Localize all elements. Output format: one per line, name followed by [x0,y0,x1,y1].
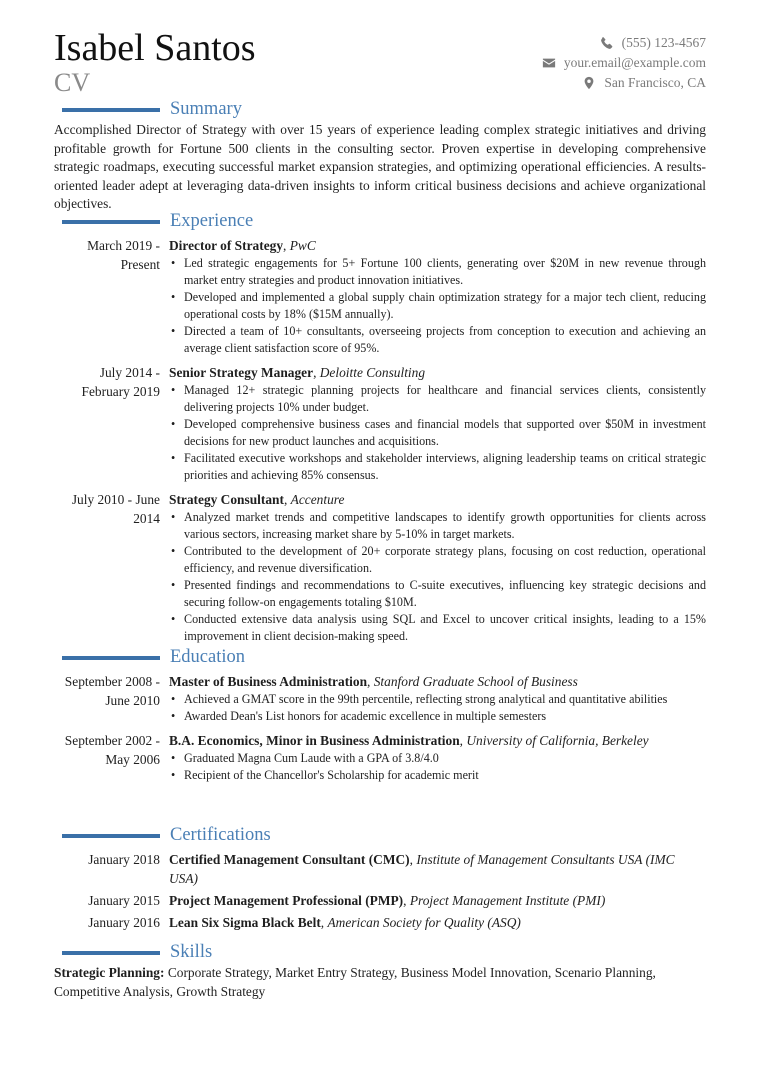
bullet-item: • Contributed to the development of 20+ corporate strategy plans, focusing on cost reduction, operational efficiency, and revenue diversification. [169,543,706,577]
bullet-item: • Developed and implemented a global supply chain optimization strategy for a major tech client, reducing operational costs by 18% ($15M annually). [169,289,706,323]
experience-header [54,210,706,232]
section-title: Education [170,647,246,667]
entry-heading: Certified Management Consultant (CMC), Institute of Management Consultants USA (IMC USA) [169,852,675,886]
section-accent-bar [62,656,160,660]
skills-category: Strategic Planning: [54,965,165,980]
contact-phone [542,34,706,52]
skills-list: Corporate Strategy, Market Entry Strategy, Business Model Innovation, Scenario Planning, Competitive Analysis, Growth Strategy [54,965,656,999]
entry-body [169,363,706,484]
bullet-item: • Presented findings and recommendations to C-suite executives, influencing key strategic decisions and securing follow-on engagements totaling $10M. [169,577,706,611]
entry-body [169,490,706,645]
certification-entry [54,850,706,888]
entry-body [169,236,706,357]
entry-bullets [169,691,706,725]
bullet-item: • Developed comprehensive business cases and financial models that supported over $50M in investment decisions for new product launches and acquisitions. [169,416,706,450]
entry-date: September 2002 - May 2006 [64,733,160,767]
entry-org: PwC [289,238,316,253]
entry-org: Deloitte Consulting [319,365,426,380]
section-title: Certifications [170,825,271,845]
bullet-item: • Awarded Dean's List honors for academic excellence in multiple semesters [169,708,706,725]
certifications-section [54,824,706,932]
entry-body [169,672,706,725]
entry-heading: Lean Six Sigma Black Belt, American Society for Quality (ASQ) [169,915,521,930]
skills-text [54,963,706,1001]
entry-heading: Senior Strategy Manager, Deloitte Consulting [169,365,426,380]
entry-bullets [169,382,706,484]
entry-date: January 2016 [88,915,160,930]
entry-degree: Master of Business Administration [169,674,368,689]
entry-heading: Project Management Professional (PMP), Project Management Institute (PMI) [169,893,606,908]
section-title: Skills [170,942,213,962]
section-accent-bar [62,108,160,112]
summary-section [54,98,706,214]
entry-school: University of California, Berkeley [466,733,649,748]
bullet-item: • Achieved a GMAT score in the 99th percentile, reflecting strong analytical and quantitative abilities [169,691,706,708]
contact-email [542,54,706,72]
certification-issuer: Project Management Institute (PMI) [409,893,606,908]
summary-text: Accomplished Director of Strategy with over 15 years of experience leading complex strategic initiatives and driving profitable growth for Fortune 500 clients in the consulting sector. Proven expertise in developing comprehensive strategic roadmaps, executing successful market expansion strategies, and optimizing operational efficiencies. A results-oriented leader adept at leveraging data-driven insights to inform critical business decisions and achieve organizational objectives. [54,122,706,212]
section-accent-bar [62,951,160,955]
contact-info [542,34,706,94]
entry-bullets [169,255,706,357]
skills-section [54,941,706,1001]
certification-issuer: American Society for Quality (ASQ) [327,915,521,930]
entry-bullets [169,750,706,784]
entry-date: March 2019 - Present [87,238,160,272]
bullet-item: • Managed 12+ strategic planning projects for healthcare and financial services clients, consistently delivering projects 10% under budget. [169,382,706,416]
education-section [54,646,706,784]
education-entry [54,731,706,784]
entry-degree: B.A. Economics, Minor in Business Administration [169,733,460,748]
entry-date: September 2008 - June 2010 [64,674,160,708]
experience-entry [54,490,706,645]
entry-date: January 2018 [88,852,160,867]
document-subtitle: CV [54,68,91,97]
entry-date: July 2014 - February 2019 [81,365,160,399]
entry-role: Senior Strategy Manager [169,365,314,380]
certification-issuer: Institute of Management Consultants USA (IMC USA) [169,852,675,886]
bullet-item: • Graduated Magna Cum Laude with a GPA of 3.8/4.0 [169,750,706,767]
bullet-item: • Facilitated executive workshops and stakeholder interviews, aligning leadership teams on critical strategic priorities and achieving 85% consensus. [169,450,706,484]
bullet-item: • Directed a team of 10+ consultants, overseeing projects from conception to execution and achieving an average client satisfaction score of 95%. [169,323,706,357]
certification-entry [54,913,706,932]
entry-school: Stanford Graduate School of Business [373,674,578,689]
experience-entry [54,363,706,484]
bullet-item: • Analyzed market trends and competitive landscapes to identify growth opportunities for clients across various sectors, increasing market share by 5-10% in target markets. [169,509,706,543]
experience-entry [54,236,706,357]
summary-header [54,98,706,120]
certification-entry [54,891,706,910]
entry-role: Director of Strategy [169,238,284,253]
section-accent-bar [62,220,160,224]
email-address[interactable]: your.email@example.com [563,55,706,70]
certifications-header [54,824,706,846]
entry-date: January 2015 [88,893,160,908]
map-marker-icon [582,76,596,90]
entry-org: Accenture [290,492,345,507]
phone-number[interactable]: (555) 123-4567 [621,35,706,50]
entry-body [169,731,706,784]
section-title: Experience [170,211,254,231]
entry-bullets [169,509,706,645]
skills-header [54,941,706,963]
entry-date: July 2010 - June 2014 [71,492,160,526]
education-entry [54,672,706,725]
bullet-item: • Led strategic engagements for 5+ Fortune 100 clients, generating over $20M in new revenue through market entry strategies and product innovation initiatives. [169,255,706,289]
entry-heading: B.A. Economics, Minor in Business Administration, University of California, Berkeley [169,733,649,748]
entry-role: Strategy Consultant [169,492,284,507]
section-title: Summary [170,99,242,119]
entry-heading: Master of Business Administration, Stanford Graduate School of Business [169,674,578,689]
envelope-icon [542,56,556,70]
education-header [54,646,706,668]
certification-name: Project Management Professional (PMP) [169,893,404,908]
contact-location [542,74,706,92]
location-text: San Francisco, CA [604,75,706,90]
candidate-name: Isabel Santos [54,27,256,69]
entry-heading: Director of Strategy, PwC [169,238,316,253]
phone-icon [600,36,614,50]
certification-name: Certified Management Consultant (CMC) [169,852,410,867]
experience-section [54,210,706,645]
section-accent-bar [62,834,160,838]
entry-heading: Strategy Consultant, Accenture [169,492,345,507]
certification-name: Lean Six Sigma Black Belt [169,915,321,930]
bullet-item: • Recipient of the Chancellor's Scholarship for academic merit [169,767,706,784]
bullet-item: • Conducted extensive data analysis using SQL and Excel to uncover critical insights, leading to a 15% improvement in client decision-making speed. [169,611,706,645]
